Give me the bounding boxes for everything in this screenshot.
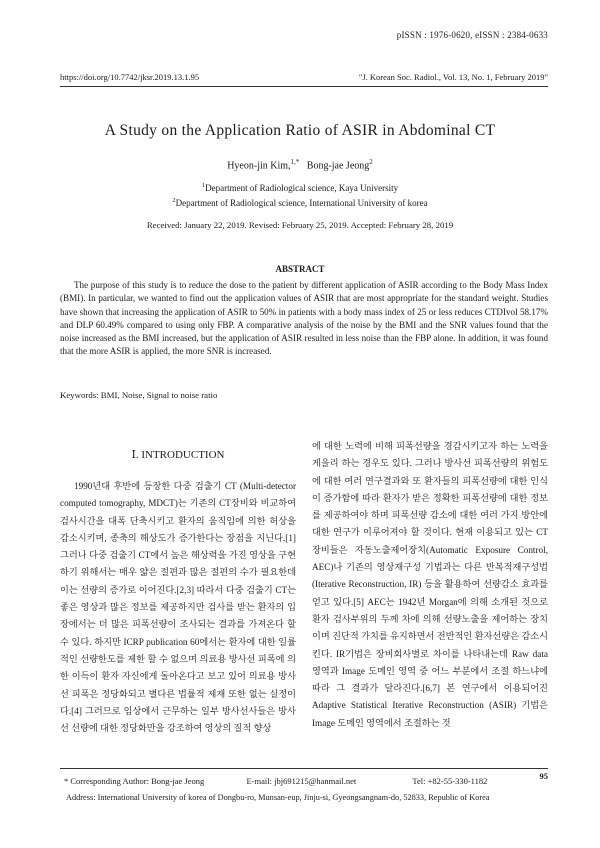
author-2: Bong-jae Jeong [306,160,370,172]
body-paragraph-left: 1990년대 후반에 등장한 다중 검출기 CT (Multi-detector computed tomography, MDCT)는 기존의 CT장비와 비교하여 검사시간을 대폭 단축시키고 환자의 움직임에 의한 허상을 감소시키며, 종축의 해상도가 증가한다는 장점을 지닌다.[1] 그러나 다중 검출기 CT에서 높은 해상력을 가진 영상을 구현하기 위해서는 매우 얇은 절편과 많은 절편의 수가 필요한데 이는 선량의 증가로 이어진다.[2,3] 따라서 다중 검출기 CT는 좋은 영상과 많은 정보를 제공하지만 검사를 받는 환자의 입장에서는 더 많은 피폭선량이 조사되는 결과를 가져온다 할 수 있다. 하지만 ICRP publication 60에서는 환자에 대한 일률적인 선량한도를 제한 할 수 없으며 의료용 방사선 피폭에 의한 이득이 환자 자신에게 돌아온다고 보고 있어 의료용 방사선 피폭은 정당화되고 별다른 법률적 제재 또한 없는 실정이다.[4] 그러므로 임상에서 근무하는 일부 방사선사들은 방사선 선량에 대한 정당화만을 강조하여 영상의 질적 향상 [60,481,296,734]
corresponding-address: Address: International University of korea of Dongbu-ro, Munsan-eup, Jinju-si, Gyeongsangnam-do, 52833, Republic of Korea [66,793,490,802]
doi-link[interactable]: https://doi.org/10.7742/jksr.2019.13.1.95 [60,72,200,82]
abstract-text: The purpose of this study is to reduce the dose to the patient by different application of ASIR according to the Body Mass Index (BMI). In particular, we wanted to find out the application values of ASIR that are most appropriate for the standard weight. Studies have shown that increasing the application of ASIR to 50% in patients with a body mass index of 25 or less reduces CTDIvol 58.17% and DLP 60.49% compared to using only FBP. A comparative analysis of the noise by the BMI and the SNR values found that the noise increased as the BMI increased, but the application of ASIR resulted in less noise than the FBP alone. In addition, it was found that the more ASIR is applied, the more SNR is increased. [60,280,548,357]
section-heading-introduction: Ⅰ. INTRODUCTION [131,449,225,461]
keywords: Keywords: BMI, Noise, Signal to noise ratio [60,390,218,400]
body-column-right [312,438,548,732]
affiliation-1: $^1$Department of Radiological science, Kaya University [201,182,399,193]
footer-divider [60,768,548,769]
corresponding-info [64,776,487,786]
abstract-heading: ABSTRACT [275,264,325,274]
body-paragraph-right: 에 대한 노력에 비해 피폭선량을 경감시키고자 하는 노력을 게을리 하는 경우도 있다. 그러나 방사선 피폭선량의 위험도에 대한 여러 연구결과와 또 환자들의 피폭선량에 대한 인식이 증가함에 따라 환자가 받은 정확한 피폭선량에 대한 정보를 제공하여야 하며 피폭선량 감소에 대한 여러 가지 방안에 대한 연구가 이루어져야 할 것이다. 현재 이용되고 있는 CT 장비들은 자동노출제어장치(Automatic Exposure Control, AEC)나 기존의 영상재구성 기법과는 다른 반복적재구성법(Iterative Reconstruction, IR) 등을 활용하여 선량감소 효과를 얻고 있다.[5] AEC는 1942년 Morgan에 의해 소개된 것으로 환자 검사부위의 두께 차에 의해 선량노출을 제어하는 장치이며 진단적 가치를 유지하면서 전반적인 환자선량은 감소시킨다. IR기법은 장비회사별로 차이를 나타내는데 Raw data 영역과 Image 도메인 영역 중 어느 부분에서 조절 하느냐에 따라 그 결과가 달라진다.[6,7] 본 연구에서 이용되어진 Adaptive Statistical Iterative Reconstruction (ASIR) 기법은 Image 도메인 영역에서 조절하는 것 [312,441,548,728]
paper-title: A Study on the Application Ratio of ASIR in Abdominal CT [104,122,496,139]
author-line [0,158,600,171]
page-number: 95 [539,771,548,781]
author-1-sup: 1,* [290,158,300,166]
corresponding-email[interactable]: E-mail: jbj691215@hanmail.net [246,776,357,786]
body-column-left [60,478,296,737]
corresponding-author: * Corresponding Author: Bong-jae Jeong [64,776,205,786]
author-1: Hyeon-jin Kim, [227,160,291,172]
author-2-sup: 2 [369,158,373,166]
journal-citation: "J. Korean Soc. Radiol., Vol. 13, No. 1, February 2019" [358,72,548,82]
affiliation-2: $^2$Department of Radiological science, International University of korea [172,197,428,208]
header-divider [60,86,548,87]
issn-line: pISSN : 1976-0620, eISSN : 2384-0633 [396,30,548,40]
submission-dates: Received: January 22, 2019. Revised: February 25, 2019. Accepted: February 28, 2019 [146,220,454,230]
corresponding-tel: Tel: +82-55-330-1182 [412,776,488,786]
